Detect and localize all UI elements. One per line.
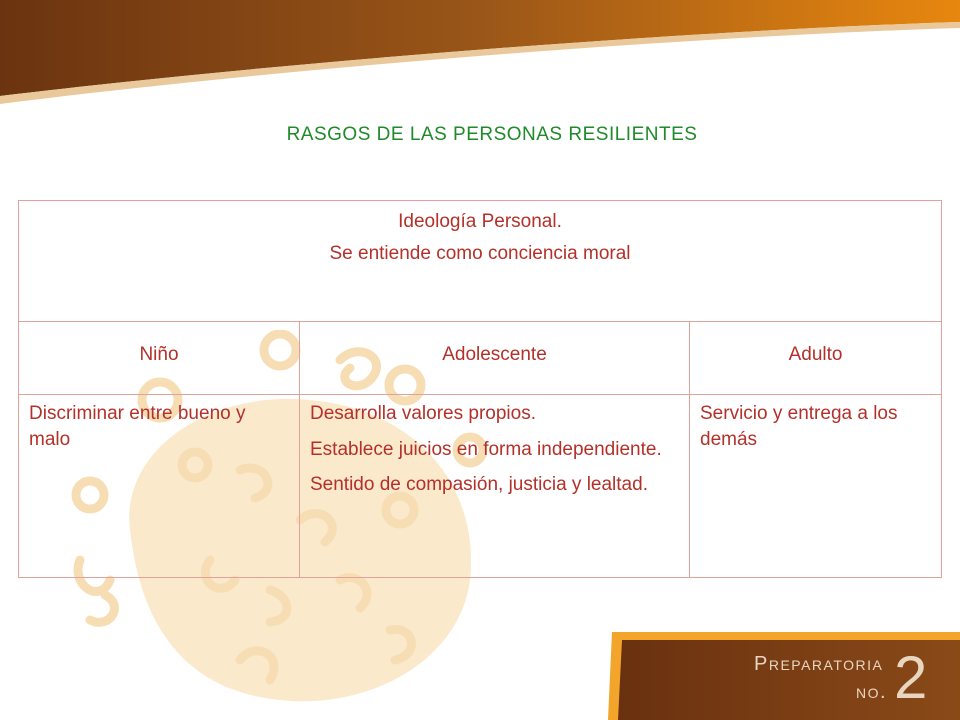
column-header-adult: Adulto: [690, 322, 942, 395]
traits-table: [18, 200, 942, 578]
adolescent-trait: Establece juicios en forma independiente.: [310, 438, 662, 460]
adolescent-cell: [300, 395, 690, 578]
top-banner: [0, 0, 960, 110]
column-header-row: [19, 322, 942, 395]
brand-line2: no.: [856, 681, 888, 703]
preparatoria-logo: [604, 626, 960, 720]
column-header-child: Niño: [19, 322, 300, 395]
header-title: Ideología Personal.: [398, 211, 562, 232]
adolescent-trait: Desarrolla valores propios.: [310, 403, 536, 424]
child-cell: [19, 395, 300, 578]
adolescent-trait: Sentido de compasión, justicia y lealtad.: [310, 474, 648, 496]
table-header-row: [19, 201, 942, 322]
header-subtitle: Se entiende como conciencia moral: [329, 242, 631, 264]
brand-number: 2: [894, 644, 928, 711]
adult-trait: Servicio y entrega a los demás: [700, 403, 898, 450]
table-row: [19, 395, 942, 578]
table-header-cell: [19, 201, 942, 322]
column-header-adolescent: Adolescente: [300, 322, 690, 395]
child-trait: Discriminar entre bueno y malo: [29, 403, 246, 450]
slide-title: RASGOS DE LAS PERSONAS RESILIENTES: [286, 124, 698, 145]
adult-cell: [690, 395, 942, 578]
brand-line1: Preparatoria: [754, 653, 884, 675]
